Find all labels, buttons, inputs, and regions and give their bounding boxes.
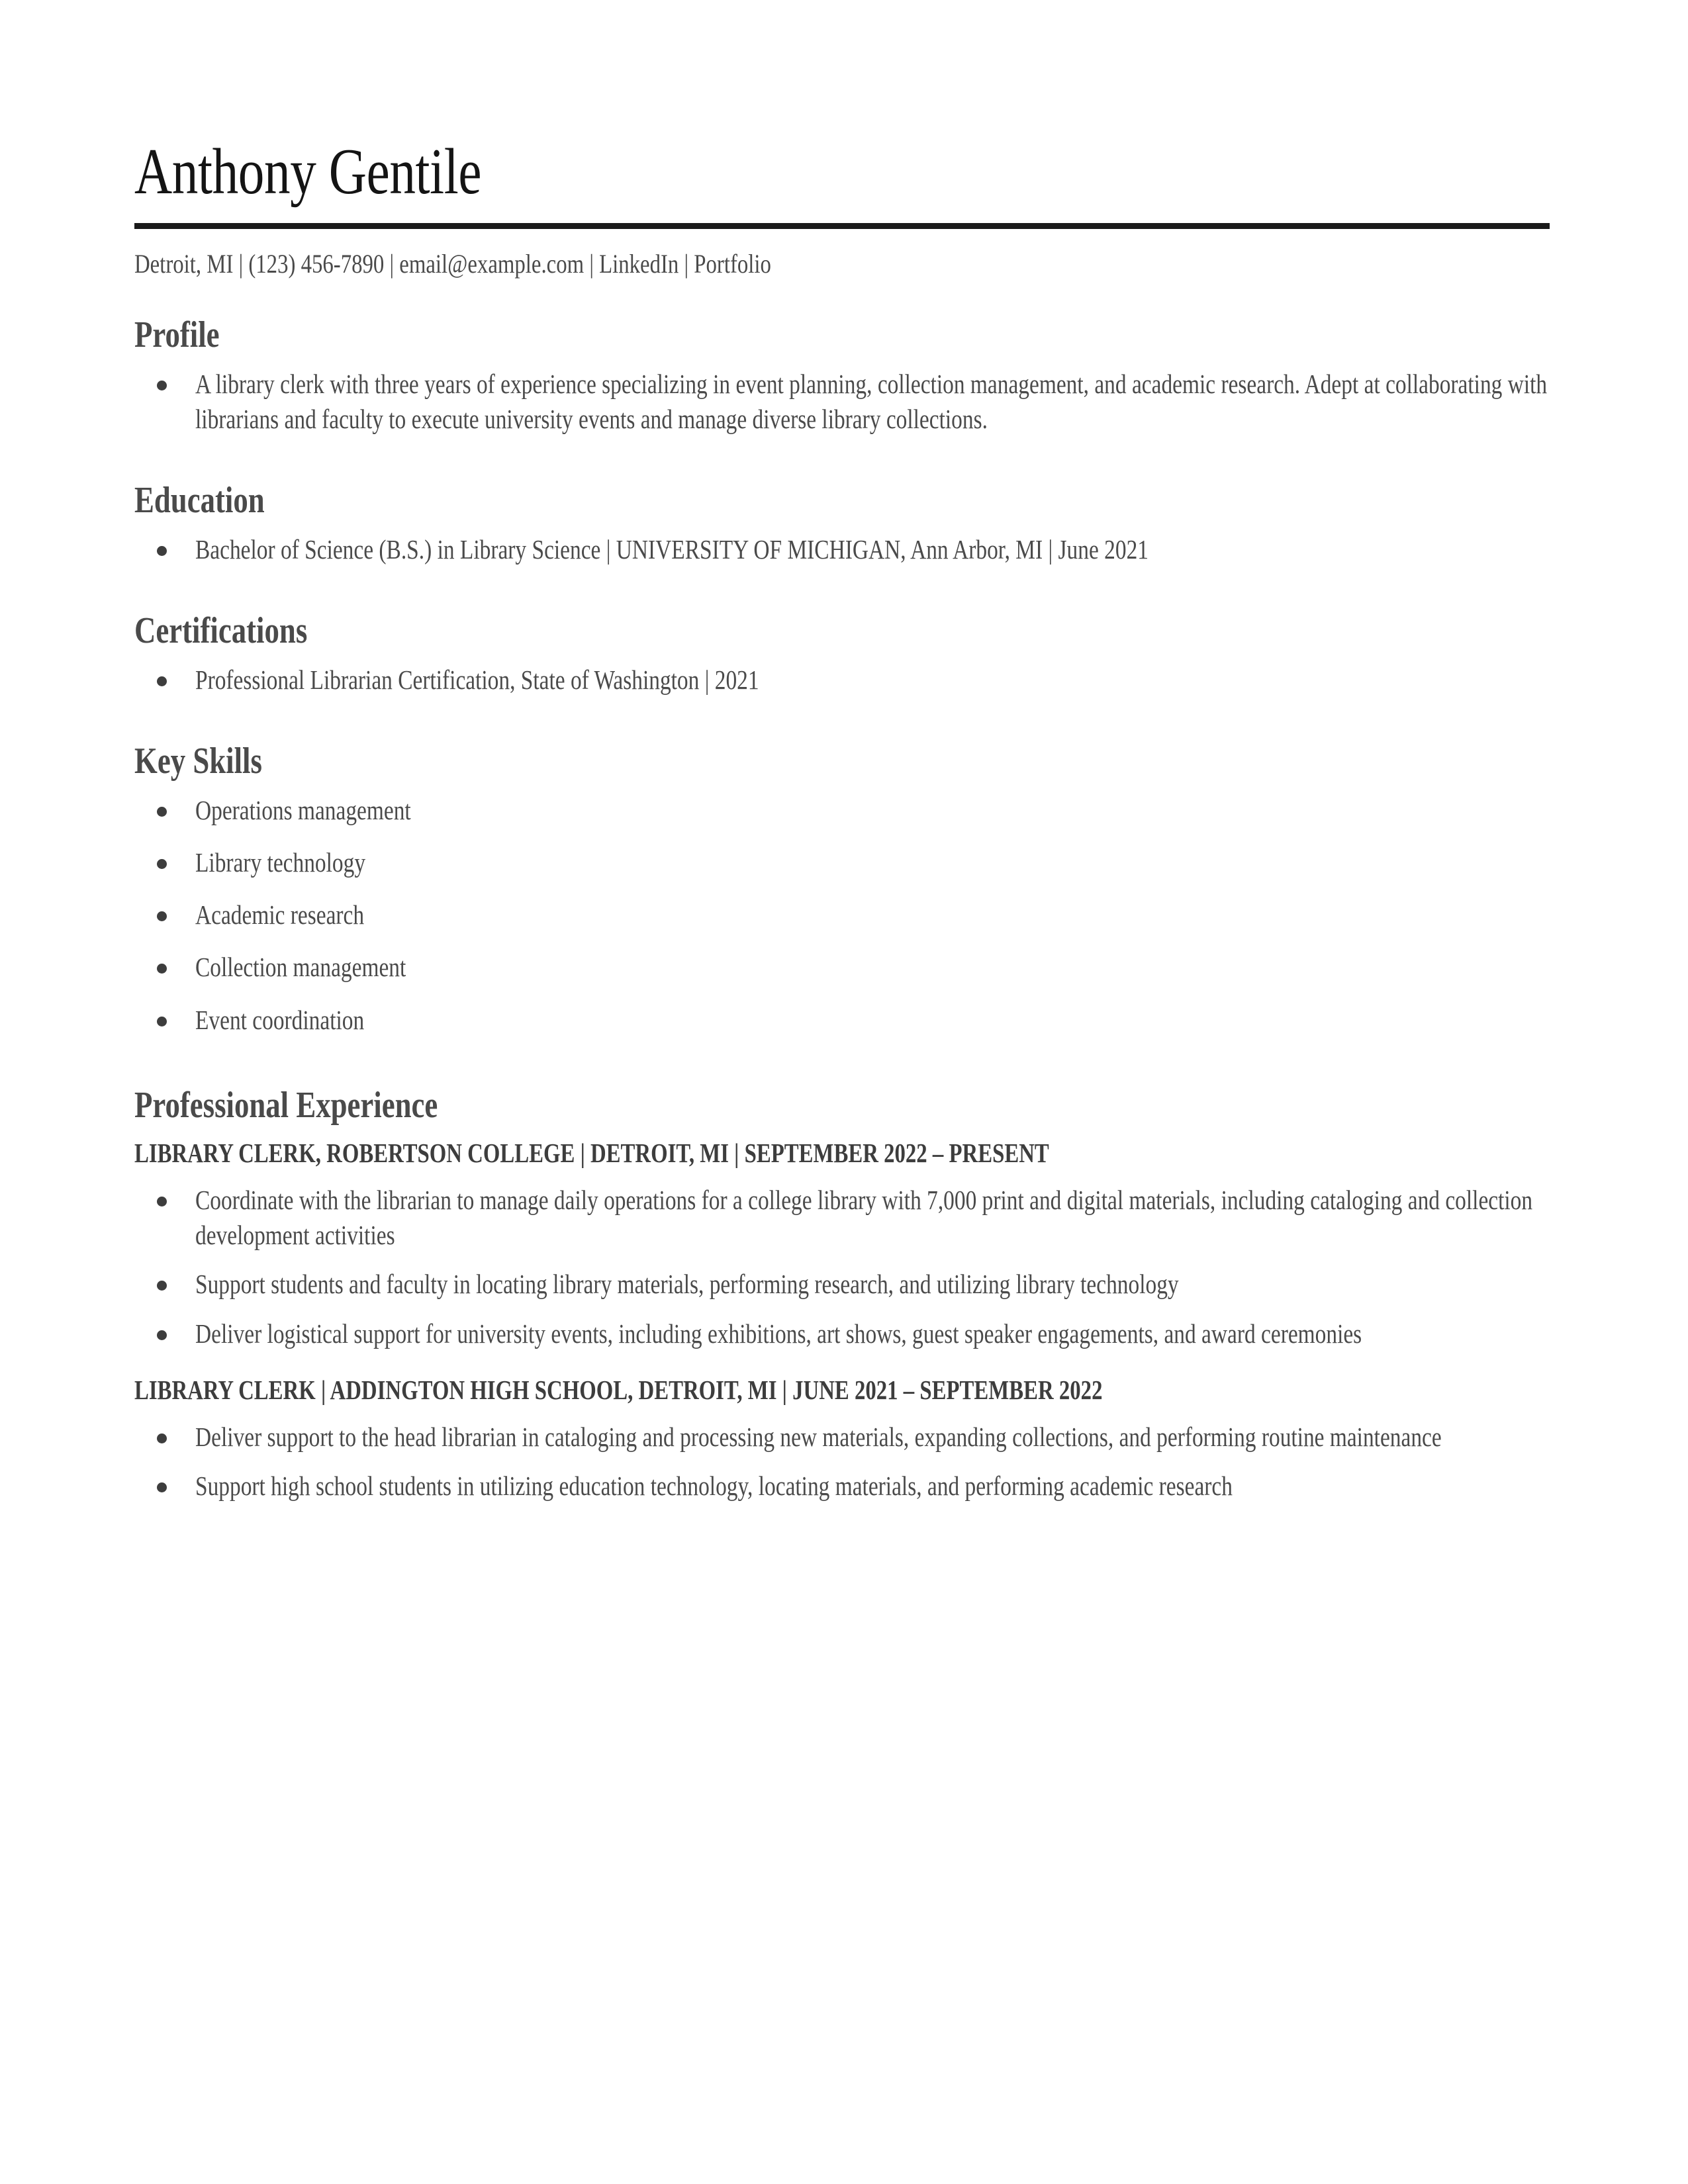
list-item [134,897,1552,933]
header-divider [134,223,1550,229]
education-bullet-list [134,532,1552,567]
bullet-text: Collection management [195,952,406,983]
bullet-text: Library technology [195,846,366,878]
list-item [134,532,1552,567]
list-item [134,793,1552,828]
key-skills-list [134,793,1552,1038]
bullet-text: Event coordination [195,1004,365,1035]
list-item [134,845,1552,880]
job-bullet-list [134,1183,1552,1351]
bullet-text: Operations management [195,794,411,825]
section-heading-profile: Profile [134,314,220,355]
job-heading: LIBRARY CLERK | ADDINGTON HIGH SCHOOL, DETROIT, MI | JUNE 2021 – SEPTEMBER 2022 [134,1374,1103,1405]
spacer [134,702,1552,741]
list-item [134,367,1552,437]
section-heading-education: Education [134,480,265,522]
list-item [134,1420,1552,1455]
bullet-text: Deliver support to the head librarian in cataloging and processing new materials, expanding collections, and performing routine maintenance [195,1422,1442,1453]
profile-bullet-list [134,367,1552,437]
section-certifications [134,611,1552,698]
bullet-text: Academic research [195,899,365,931]
bullet-text: Professional Librarian Certification, State of Washington | 2021 [195,664,759,695]
bullet-text: Support students and faculty in locating library materials, performing research, and utilizing library technology [195,1269,1179,1300]
section-heading-certifications: Certifications [134,610,308,652]
bullet-text: Support high school students in utilizing education technology, locating materials, and performing academic research [195,1471,1233,1502]
bullet-text: A library clerk with three years of experience specializing in event planning, collection management, and academic research. Adept at collaborating with librarians and faculty to execute university events and manage diverse library collections. [195,368,1548,434]
page-title: Anthony Gentile [134,136,482,208]
spacer [134,1055,1552,1085]
bullet-text: Deliver logistical support for university events, including exhibitions, art shows, guest speaker engagements, and award ceremonies [195,1318,1362,1349]
list-item [134,662,1552,698]
spacer [134,441,1552,480]
section-education [134,480,1552,567]
spacer [134,571,1552,611]
section-heading-professional-experience: Professional Experience [134,1085,438,1126]
job-bullet-list [134,1420,1552,1504]
section-heading-key-skills: Key Skills [134,740,262,782]
section-key-skills [134,741,1552,1038]
bullet-text: Coordinate with the librarian to manage daily operations for a college library with 7,000 print and digital materials, including cataloging and collection development activities [195,1184,1533,1251]
experience-entry [134,1374,1552,1504]
experience-entry [134,1137,1552,1351]
list-item [134,1183,1552,1253]
section-professional-experience [134,1085,1552,1504]
list-item [134,1267,1552,1302]
contact-line: Detroit, MI | (123) 456-7890 | email@example.com | LinkedIn | Portfolio [134,248,771,279]
section-profile [134,315,1552,437]
list-item [134,1003,1552,1038]
bullet-text: Bachelor of Science (B.S.) in Library Science | UNIVERSITY OF MICHIGAN, Ann Arbor, MI | June 2021 [195,533,1149,565]
list-item [134,1316,1552,1351]
job-heading: LIBRARY CLERK, ROBERTSON COLLEGE | DETROIT, MI | SEPTEMBER 2022 – PRESENT [134,1137,1049,1168]
list-item [134,950,1552,985]
list-item [134,1469,1552,1504]
certifications-bullet-list [134,662,1552,698]
